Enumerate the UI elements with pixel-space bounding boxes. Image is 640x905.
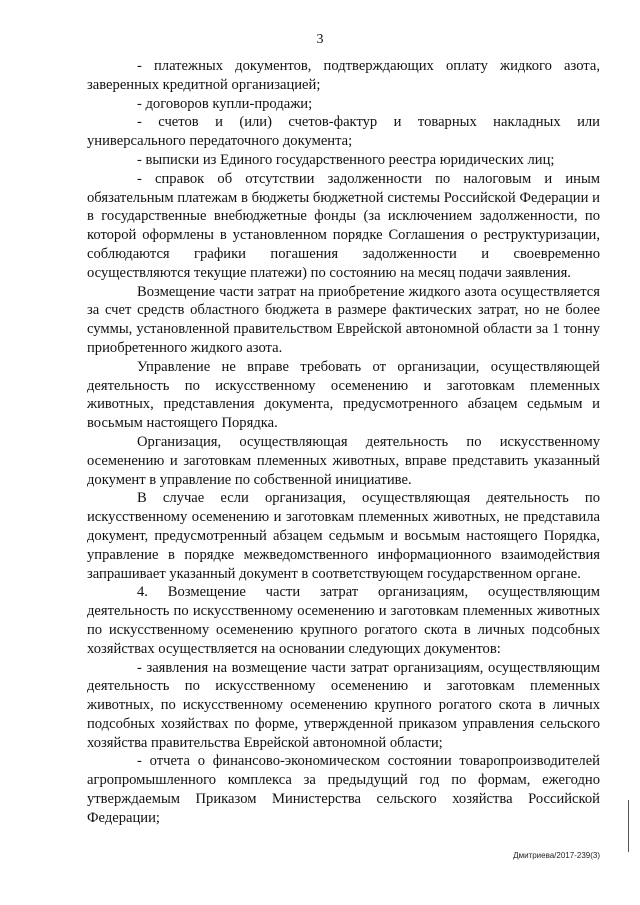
paragraph-invoices: - счетов и (или) счетов-фактур и товарных накладных или универсального передаточного документа; bbox=[87, 114, 600, 150]
page-number: 3 bbox=[316, 32, 324, 47]
paragraph-department-not-entitled: Управление не вправе требовать от организации, осуществляющей деятельность по искусственному осеменению и заготовкам племенных животных, представления документа, предусмотренного абзацем седьмым и восьмым настоящего Порядка. bbox=[87, 358, 600, 432]
paragraph-payment-documents: - платежных документов, подтверждающих оплату жидкого азота, заверенных кредитной организацией; bbox=[87, 58, 600, 93]
paragraph-registry-extract: - выписки из Единого государственного реестра юридических лиц; bbox=[137, 151, 555, 168]
paragraph-sale-contracts: - договоров купли-продажи; bbox=[137, 95, 313, 112]
paragraph-section-4: 4. Возмещение части затрат организациям, осуществляющим деятельность по искусственному осеменению и заготовкам племенных животных по искусственному осеменению крупного рогатого скота в личных подсобных хозяйствах осуществляется на основании следующих документов: bbox=[87, 584, 600, 657]
paragraph-application-form: - заявления на возмещение части затрат организациям, осуществляющим деятельность по искусственному осеменению и заготовкам племенных животных, по искусственному осеменению крупного рогатого скота в личных подсобных хозяйствах по форме, утвержденной приказом управления сельского хозяйства правительства Еврейской автономной области; bbox=[87, 659, 600, 751]
paragraph-own-initiative: Организация, осуществляющая деятельность по искусственному осеменению и заготовкам племенных животных, вправе представить указанный документ в управление по собственной инициативе. bbox=[87, 433, 600, 488]
paragraph-financial-report: - отчета о финансово-экономическом состоянии товаропроизводителей агропромышленного комплекса за предыдущий год по формам, ежегодно утверждаемым Приказом Министерства сельского хозяйства Российской Федерации; bbox=[87, 753, 600, 826]
paragraph-interagency-request: В случае если организация, осуществляющая деятельность по искусственному осеменению и заготовкам племенных животных, не представила документ, предусмотренный абзацем седьмым и восьмым настоящего Порядка, управление в порядке межведомственного информационного взаимодействия запрашивает указанный документ в соответствующем государственном органе. bbox=[87, 490, 600, 582]
margin-line bbox=[628, 800, 629, 852]
paragraph-debt-certificates: - справок об отсутствии задолженности по налоговым и иным обязательным платежам в бюджеты бюджетной системы Российской Федерации и в государственные внебюджетные фонды (за исключением задолженности, по которой оформлены в установленном порядке Соглашения о реструктуризации, соблюдаются графики погашения задолженности и своевременно осуществляются текущие платежи) по состоянию на месяц подачи заявления. bbox=[87, 170, 600, 281]
document-body bbox=[87, 57, 600, 828]
paragraph-reimbursement-nitrogen: Возмещение части затрат на приобретение жидкого азота осуществляется за счет средств областного бюджета в размере фактических затрат, но не более суммы, установленной правительством Еврейской автономной области за 1 тонну приобретенного жидкого азота. bbox=[87, 283, 600, 356]
footer-code: Дмитриева/2017-239(3) bbox=[513, 851, 600, 860]
